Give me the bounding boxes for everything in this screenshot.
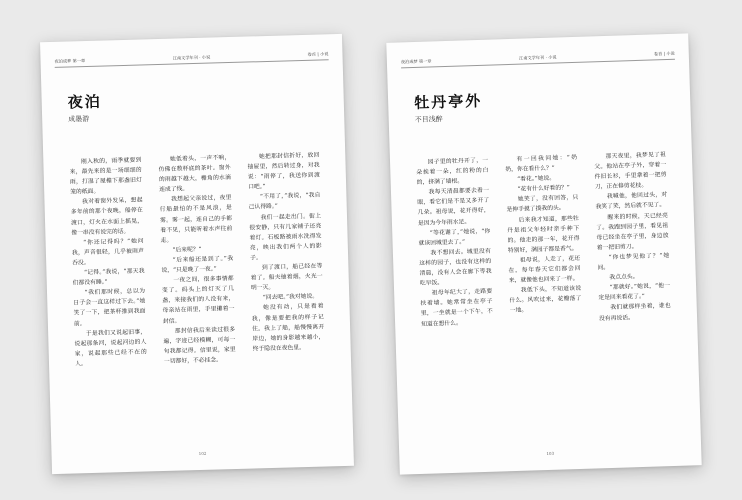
paragraph: 我们一起走出门。街上很安静，只有几家铺子还亮着灯。石板路被雨水洗得发亮，映出我们两个人的影子。 (249, 213, 322, 262)
paragraph: 那封信我后来读过很多遍，字迹已经模糊，可每一句我都记得。信里说，家里一切都好，不必挂念。 (163, 326, 236, 365)
paragraph: 我低下头，不知道该说什么。风吹过来，花瓣落了一地。 (509, 286, 582, 315)
text-column-1 (416, 156, 497, 448)
paragraph: 刚入秋的，雨季就要到来，最先来的是一场细细的雨，打湿了屋檐下那盏旧灯笼的纸面。 (69, 157, 143, 196)
paragraph: “不用了，”我说，“我自己认得路。” (248, 192, 321, 212)
paragraph: 于是我们又说起旧事，说起那条河，说起河边的人家，说起那些已经不在的人。 (74, 329, 147, 368)
paragraph: 后来我才知道，那些牡丹是祖父年轻时亲手种下的。他走的那一年，花开得特别好，满园子都是香气。 (507, 215, 580, 254)
paragraph: 她没有动，只是看着我，像是要把我的样子记住。我上了船，船慢慢离开岸边，她的身影越来越小，终于隐没在夜色里。 (251, 303, 325, 353)
paragraph: “记得。”我说，“那天我们都没有睡。” (72, 268, 145, 287)
paragraph: 她把那封信折好，放回抽屉里，然后转过身，对我说：“雨停了，我送你到渡口吧。” (247, 152, 320, 191)
paragraph: 祖母说，人走了，花还在，每年春天它们都会回来，就像他也回来了一样。 (508, 255, 581, 285)
paragraph: 我想起父亲说过，夜里行船最怕的不是风浪，是雾。雾一起，连自己的手都看不见，只能听着水声往前走。 (159, 195, 233, 244)
paragraph: “你也梦见他了？”她问。 (597, 253, 670, 272)
text-column-2 (505, 153, 586, 445)
right-book-page (386, 33, 701, 474)
paragraph: 我每天清晨都要去看一眼，看它们是不是又多开了几朵。祖母说，花开得好，是因为今年雨水足。 (417, 187, 490, 227)
article-title: 夜泊 (67, 92, 102, 112)
paragraph: 有一回我问她：“奶奶，你在看什么？” (505, 154, 578, 174)
paragraph: “我们那时候，总以为日子会一直这样过下去。”她笑了一下，把茶杯推到我面前。 (73, 288, 146, 327)
paragraph: 她低着头，一声不响，仿佛在数杯底的茶叶。窗外的雨越下越大，檐角的水滴连成了线。 (158, 155, 231, 194)
paragraph: “等花谢了，”她说，“你就该回城里去了。” (418, 228, 491, 247)
paragraph: “回去吧。”我对她说。 (262, 293, 319, 302)
page-number: 102 (198, 450, 207, 457)
paragraph: 到了渡口，船已经在等着了。船夫抽着烟，火光一明一灭。 (250, 263, 323, 292)
paragraph: 那天夜里，我梦见了祖父。他站在亭子外，穿着一件旧长衫，手里拿着一把剪刀，正在修剪花枝。 (594, 152, 667, 191)
paragraph: “看花。”她说。 (517, 175, 556, 183)
running-header-center: 江南文学年刊 · 小说 (519, 54, 557, 61)
paragraph: 一夜之间，很多事情都变了。码头上的灯灭了几盏，来接我们的人没有来，母亲站在雨里，手里攥着一封信。 (161, 276, 235, 325)
paragraph: 我们就那样坐着，谁也没有再说话。 (598, 303, 671, 322)
text-column-3 (594, 150, 675, 442)
article-title: 牡丹亭外 (413, 91, 483, 112)
text-column-2 (158, 153, 238, 445)
running-header-center: 江南文学年刊 · 小说 (172, 54, 211, 61)
paragraph: 我对着窗外发呆，想起多年前的那个夜晚，船停在渡口，灯火在水面上摇晃，像一串没有说完的话。 (70, 197, 144, 237)
paragraph: “花有什么好看的？” (517, 185, 570, 194)
article-author: 成墨游 (68, 114, 90, 124)
running-header-left: 夜泊成梦 第一章 (400, 58, 432, 65)
paragraph: 我点点头。 (609, 274, 639, 282)
paragraph: 我不想回去。城里没有这样的园子，也没有这样的清晨，没有人会在廊下等我吃早饭。 (419, 248, 492, 288)
page-number: 103 (546, 450, 555, 457)
paragraph: “后来呢？” (172, 246, 202, 254)
paragraph: 祖母年纪大了，走路要扶着墙。她常常坐在亭子里，一坐就是一个下午，不知道在想什么。 (420, 288, 493, 328)
left-book-page (40, 34, 354, 474)
running-header-left: 夜泊成梦 第一章 (54, 58, 86, 64)
paragraph: “你还记得吗？”她问我，声音很轻，几乎被雨声吞没。 (71, 238, 144, 267)
article-author: 不目浅醉 (414, 115, 443, 124)
running-header-right: 卷首 | 小说 (653, 50, 675, 57)
text-column-3 (247, 151, 327, 443)
running-header-right: 卷首 | 小说 (307, 51, 329, 57)
paragraph: “那就好。”她说，“他一定是回来看花了。” (598, 283, 671, 302)
paragraph: 她笑了，没有回答，只是伸手摸了摸我的头。 (506, 195, 579, 214)
paragraph: 园子里的牡丹开了，一朵挨着一朵，红的粉的白的，挤满了墙根。 (416, 157, 489, 187)
text-column-1 (69, 156, 149, 448)
paragraph: 醒来的时候，天已经亮了。我跑到园子里，看见祖母已经坐在亭子里，身边放着一把旧剪刀。 (596, 212, 669, 252)
paragraph: “后来船还是到了。”我说，“只是晚了一夜。” (161, 255, 234, 275)
paragraph: 我喊他，他回过头，对我笑了笑，然后就不见了。 (595, 192, 668, 211)
